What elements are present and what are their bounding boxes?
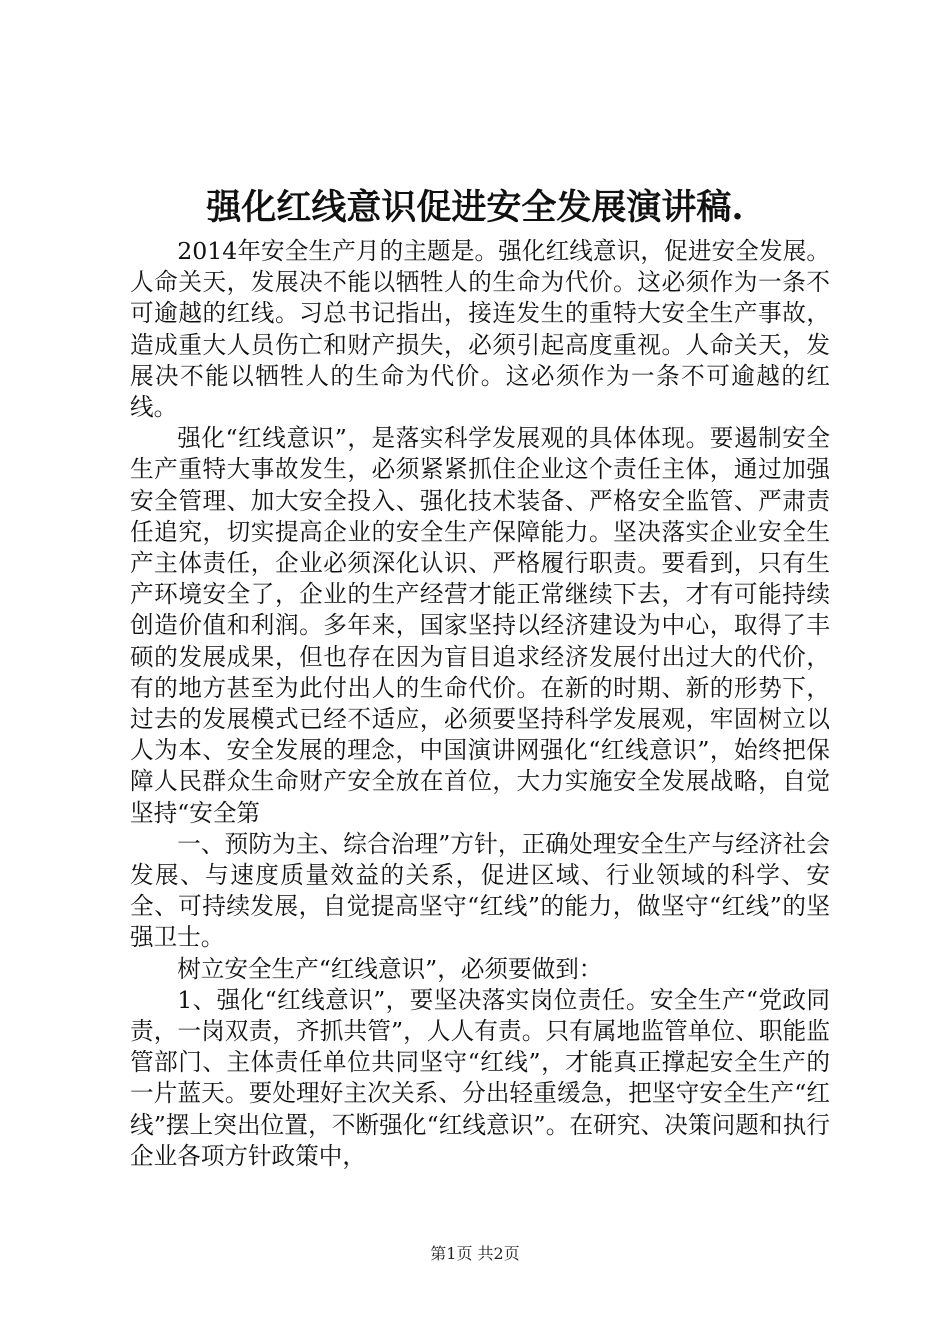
paragraph-5: 1、强化“红线意识”，要坚决落实岗位责任。安全生产“党政同责，一岗双责，齐抓共管”，人人有责。只有属地监管单位、职能监管部门、主体责任单位共同坚守“红线”，才能真正撑起安全生产的一片蓝天。要处理好主次关系、分出轻重缓急，把坚守安全生产“红线”摆上突出位置，不断强化“红线意识”。在研究、决策问题和执行企业各项方针政策中， [130,985,830,1170]
paragraph-2: 强化“红线意识”，是落实科学发展观的具体体现。要遏制安全生产重特大事故发生，必须紧紧抓住企业这个责任主体，通过加强安全管理、加大安全投入、强化技术装备、严格安全监管、严肃责任追究，切实提高企业的安全生产保障能力。坚决落实企业安全生产主体责任，企业必须深化认识、严格履行职责。要看到，只有生产环境安全了，企业的生产经营才能正常继续下去，才有可能持续创造价值和利润。多年来，国家坚持以经济建设为中心，取得了丰硕的发展成果，但也存在因为盲目追求经济发展付出过大的代价，有的地方甚至为此付出人的生命代价。在新的时期、新的形势下，过去的发展模式已经不适应，必须要坚持科学发展观，牢固树立以人为本、安全发展的理念，中国演讲网强化“红线意识”，始终把保障人民群众生命财产安全放在首位，大力实施安全发展战略，自觉坚持“安全第 [130,424,830,827]
paragraph-4: 树立安全生产“红线意识”，必须要做到： [177,954,603,983]
paragraph-1: 2014年安全生产月的主题是。强化红线意识，促进安全发展。人命关天，发展决不能以牺牲人的生命为代价。这必须作为一条不可逾越的红线。习总书记指出，接连发生的重特大安全生产事故，造成重大人员伤亡和财产损失，必须引起高度重视。人命关天，发展决不能以牺牲人的生命为代价。这必须作为一条不可逾越的红线。 [130,237,830,422]
document-body [130,236,830,1172]
paragraph-3: 一、预防为主、综合治理”方针，正确处理安全生产与经济社会发展、与速度质量效益的关系，促进区域、行业领域的科学、安全、可持续发展，自觉提高坚守“红线”的能力，做坚守“红线”的坚强卫士。 [130,829,830,952]
document-title: 强化红线意识促进安全发展演讲稿. [206,187,744,228]
page-number-footer: 第1页 共2页 [430,1244,520,1263]
